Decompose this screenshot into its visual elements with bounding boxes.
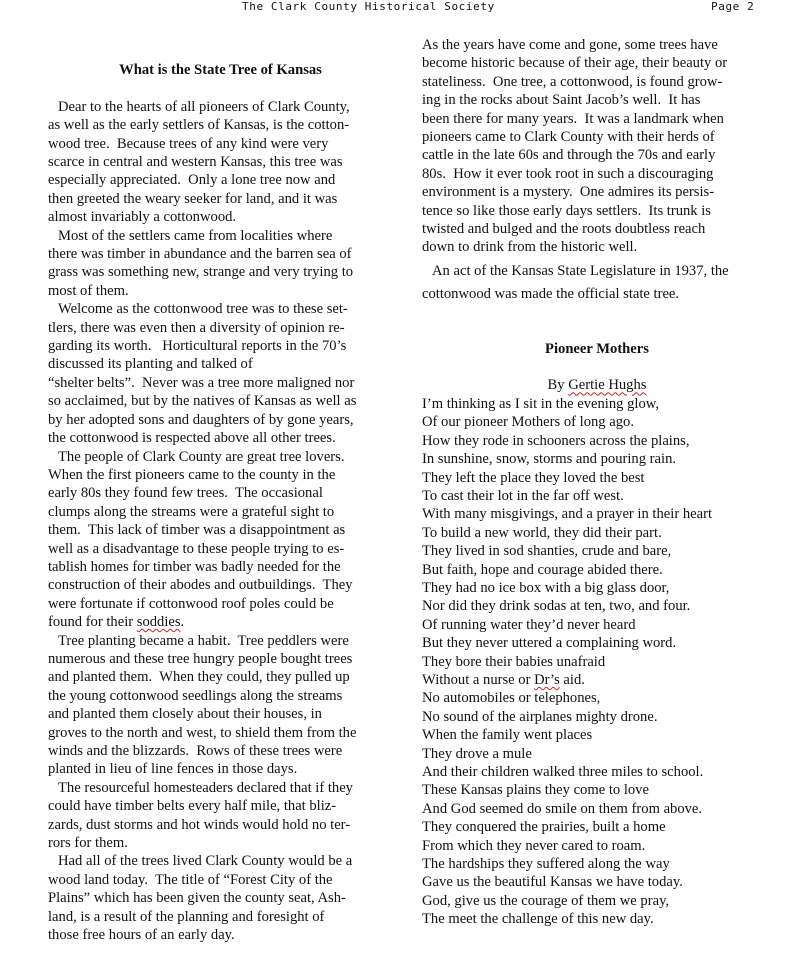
text-line (48, 521, 393, 539)
text-line (48, 263, 393, 281)
text-line (422, 524, 772, 542)
text-line (422, 73, 772, 91)
text-line (48, 503, 393, 521)
line-text: 80s. How it ever took root in such a discouraging (422, 165, 714, 182)
line-text: God, give us the courage of them we pray, (422, 892, 670, 909)
line-text: early 80s they found few trees. The occasional (48, 485, 323, 502)
line-text: numerous and these tree hungry people bought trees (48, 650, 353, 667)
line-text-suffix: aid. (559, 671, 585, 688)
text-line (422, 238, 772, 256)
line-text: winds and the blizzards. Rows of these trees were (48, 743, 343, 760)
text-line (422, 202, 772, 220)
line-text: Nor did they drink sodas at ten, two, and four. (422, 598, 691, 615)
text-line (422, 54, 772, 72)
line-text: How they rode in schooners across the plains, (422, 432, 690, 449)
line-text: In sunshine, snow, storms and pouring rain. (422, 451, 677, 468)
text-line (422, 395, 772, 413)
text-line (48, 742, 393, 760)
line-text: by her adopted sons and daughters of by gone years, (48, 411, 354, 428)
line-text: And God seemed do smile on them from above. (422, 800, 703, 817)
right-column (422, 36, 772, 929)
line-text: tablish homes for timber was badly needed for the (48, 558, 341, 575)
line-text: scarce in central and western Kansas, this tree was (48, 154, 343, 171)
line-text: well as a disadvantage to these people trying to es- (48, 540, 345, 557)
line-text: become historic because of their age, their beauty or (422, 55, 728, 72)
line-text: wood land today. The title of “Forest City of the (48, 871, 333, 888)
line-text: “shelter belts”. Never was a tree more maligned nor (48, 374, 355, 391)
text-line (48, 889, 393, 907)
text-line (48, 595, 393, 613)
line-text: Had all of the trees lived Clark County would be a (58, 853, 353, 870)
text-line (422, 671, 772, 689)
text-line (422, 763, 772, 781)
text-line (48, 98, 393, 116)
line-text: could have timber belts every half mile, that bliz- (48, 798, 337, 815)
line-text: I’m thinking as I sit in the evening glow, (422, 395, 659, 412)
text-line (422, 165, 772, 183)
line-text: pioneers came to Clark County with their herds of (422, 129, 715, 146)
text-line (422, 818, 772, 836)
text-line (422, 745, 772, 763)
left-column (48, 61, 393, 944)
text-line (422, 873, 772, 891)
text-line (48, 171, 393, 189)
line-text: Most of the settlers came from localities where (58, 227, 333, 244)
text-line (422, 146, 772, 164)
line-text: The meet the challenge of this new day. (422, 911, 654, 928)
text-line (48, 300, 393, 318)
text-line (48, 135, 393, 153)
line-text: cattle in the late 60s and through the 70s and early (422, 147, 716, 164)
line-text: They left the place they loved the best (422, 469, 645, 486)
text-line (422, 634, 772, 652)
line-text-suffix: . (180, 614, 185, 631)
text-line (48, 540, 393, 558)
article-body-left (48, 98, 393, 945)
text-line (48, 760, 393, 778)
misspelled-word: Dr’s (534, 671, 560, 688)
text-line (48, 724, 393, 742)
line-text: planted in lieu of line fences in those days. (48, 761, 298, 778)
line-text: wood tree. Because trees of any kind were very (48, 135, 329, 152)
line-text: the young cottonwood seedlings along the streams (48, 687, 343, 704)
line-text: No sound of the airplanes mighty drone. (422, 708, 658, 725)
line-text: As the years have come and gone, some trees have (422, 37, 718, 53)
line-text: Welcome as the cottonwood tree was to these set- (58, 301, 348, 318)
line-text: Plains” which has been given the county seat, Ash- (48, 890, 346, 907)
text-line (48, 153, 393, 171)
text-line (48, 613, 393, 631)
text-line (422, 781, 772, 799)
text-line (48, 319, 393, 337)
text-line (422, 450, 772, 468)
line-text: almost invariably a cottonwood. (48, 209, 237, 226)
line-text: especially appreciated. Only a lone tree now and (48, 172, 336, 189)
text-line (422, 128, 772, 146)
page-number: Page 2 (711, 0, 755, 13)
text-line (422, 413, 772, 431)
text-line (422, 653, 772, 671)
text-line (48, 116, 393, 134)
text-line (48, 208, 393, 226)
text-line (48, 558, 393, 576)
poem-title: Pioneer Mothers (545, 340, 649, 357)
poem-author: Gertie Hughs (568, 377, 647, 394)
line-text: been there for many years. It was a landmark when (422, 110, 724, 127)
text-line (422, 689, 772, 707)
text-line (422, 432, 772, 450)
line-text: Gave us the beautiful Kansas we have today. (422, 874, 683, 891)
line-text: then greeted the weary seeker for land, and it was (48, 190, 338, 207)
line-text: land, is a result of the planning and foresight of (48, 908, 325, 925)
text-line (422, 36, 772, 54)
line-text: When the first pioneers came to the county in the (48, 466, 336, 483)
text-line (48, 448, 393, 466)
line-text: Of our pioneer Mothers of long ago. (422, 414, 634, 431)
line-text: clumps along the streams were a grateful sight to (48, 503, 335, 520)
line-text: discussed its planting and talked of (48, 356, 253, 373)
text-line (48, 926, 393, 944)
text-line (48, 190, 393, 208)
text-line (422, 837, 772, 855)
line-text: as well as the early settlers of Kansas, is the cotton- (48, 117, 350, 134)
line-text: From which they never cared to roam. (422, 837, 646, 854)
line-text: construction of their abodes and outbuildings. They (48, 577, 353, 594)
line-text: them. This lack of timber was a disappointment as (48, 522, 346, 539)
page-header (0, 0, 809, 16)
line-text: the cottonwood is respected above all other trees. (48, 430, 336, 447)
text-line (48, 779, 393, 797)
line-text: With many misgivings, and a prayer in their heart (422, 506, 712, 523)
line-text: tence so like those early days settlers. Its trunk is (422, 202, 711, 219)
text-line (48, 429, 393, 447)
article-title: What is the State Tree of Kansas (119, 62, 322, 78)
text-line (48, 411, 393, 429)
line-text: tlers, there was even then a diversity of opinion re- (48, 319, 345, 336)
text-line (422, 855, 772, 873)
text-line (48, 816, 393, 834)
text-line (422, 542, 772, 560)
line-text: so acclaimed, but by the natives of Kansas as well as (48, 393, 357, 410)
line-text: garding its worth. Horticultural reports in the 70’s (48, 338, 347, 355)
text-line (48, 484, 393, 502)
text-line (48, 337, 393, 355)
text-line (422, 505, 772, 523)
line-text: twisted and bulged and the roots doubtless reach (422, 221, 706, 238)
line-text: When the family went places (422, 727, 593, 744)
line-text: They bore their babies unafraid (422, 653, 606, 670)
byline-prefix: By (547, 377, 569, 394)
line-text: The people of Clark County are great tree lovers. (58, 448, 345, 465)
text-line (422, 579, 772, 597)
poem-body (422, 395, 772, 929)
line-text: most of them. (48, 282, 129, 299)
text-line (422, 91, 772, 109)
line-text: cottonwood was made the official state tree. (422, 286, 680, 303)
text-line (422, 110, 772, 128)
line-text: These Kansas plains they come to love (422, 782, 649, 799)
text-line (48, 355, 393, 373)
line-text: there was timber in abundance and the barren sea of (48, 246, 352, 263)
text-line (48, 245, 393, 263)
line-text: and planted them closely about their houses, in (48, 706, 322, 723)
line-text: To cast their lot in the far off west. (422, 487, 624, 504)
text-line (422, 726, 772, 744)
text-line (48, 797, 393, 815)
text-line (48, 871, 393, 889)
line-text: grass was something new, strange and very trying to (48, 264, 354, 281)
text-line (422, 561, 772, 579)
line-text: and planted them. When they could, they pulled up (48, 669, 350, 686)
line-text: Of running water they’d never heard (422, 616, 636, 633)
line-text: Dear to the hearts of all pioneers of Clark County, (58, 98, 350, 115)
text-line (48, 705, 393, 723)
text-line (422, 262, 772, 280)
text-line (48, 687, 393, 705)
text-line (48, 466, 393, 484)
line-text: Tree planting became a habit. Tree peddlers were (58, 632, 349, 649)
text-line (48, 374, 393, 392)
text-line (422, 220, 772, 238)
line-text: But they never uttered a complaining word. (422, 635, 677, 652)
line-text: stateliness. One tree, a cottonwood, is found grow- (422, 73, 723, 90)
line-text: ing in the rocks about Saint Jacob’s well. It has (422, 92, 701, 109)
line-text: Without a nurse or (422, 671, 535, 688)
line-text: They lived in sod shanties, crude and bare, (422, 543, 672, 560)
text-line (48, 632, 393, 650)
text-line (422, 469, 772, 487)
line-text: No automobiles or telephones, (422, 690, 601, 707)
line-text: They conquered the prairies, built a home (422, 819, 666, 836)
text-line (48, 392, 393, 410)
line-text: But faith, hope and courage abided there. (422, 561, 663, 578)
text-line (422, 616, 772, 634)
text-line (48, 668, 393, 686)
poem-byline (422, 376, 772, 394)
text-line (48, 908, 393, 926)
text-line (48, 834, 393, 852)
text-line (422, 708, 772, 726)
publication-title: The Clark County Historical Society (242, 0, 495, 13)
line-text: They had no ice box with a big glass door, (422, 579, 670, 596)
text-line (422, 487, 772, 505)
text-line (422, 285, 772, 303)
line-text: The hardships they suffered along the way (422, 856, 670, 873)
text-line (422, 597, 772, 615)
text-line (422, 183, 772, 201)
article-body-right (422, 36, 772, 304)
line-text: To build a new world, they did their part. (422, 524, 662, 541)
line-text: environment is a mystery. One admires its persis- (422, 184, 715, 201)
line-text: zards, dust storms and hot winds would hold no ter- (48, 816, 351, 833)
line-text: groves to the north and west, to shield them from the (48, 724, 357, 741)
line-text: They drove a mule (422, 745, 532, 762)
text-line (48, 282, 393, 300)
text-line (422, 800, 772, 818)
text-line (48, 650, 393, 668)
line-text: down to drink from the historic well. (422, 239, 638, 256)
text-line (422, 892, 772, 910)
text-line (422, 910, 772, 928)
text-line (48, 227, 393, 245)
line-text: those free hours of an early day. (48, 927, 235, 944)
misspelled-word: soddies (136, 614, 181, 631)
text-line (48, 576, 393, 594)
text-line (48, 852, 393, 870)
line-text: were fortunate if cottonwood roof poles could be (48, 595, 334, 612)
line-text: The resourceful homesteaders declared that if they (58, 779, 353, 796)
line-text: An act of the Kansas State Legislature in 1937, the (432, 262, 729, 279)
line-text: rors for them. (48, 835, 128, 852)
line-text: found for their (48, 614, 137, 631)
line-text: And their children walked three miles to school. (422, 764, 704, 781)
